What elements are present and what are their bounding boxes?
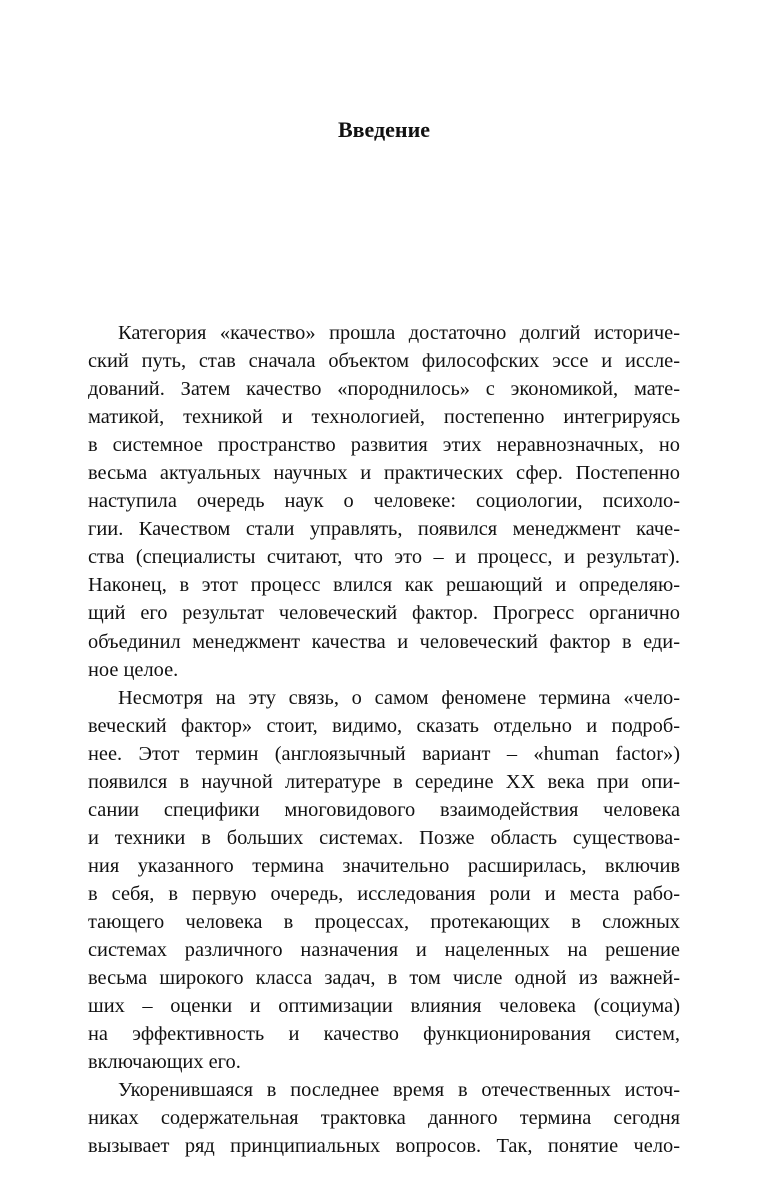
paragraph — [88, 1076, 680, 1160]
text-line: включающих его. — [88, 1051, 241, 1074]
text-line: дований. Затем качество «породнилось» с экономикой, мате- — [88, 378, 680, 401]
body-text — [88, 319, 680, 1160]
text-line: матикой, техникой и технологией, постепенно интегрируясь — [88, 406, 680, 429]
chapter-title: Введение — [337, 117, 431, 142]
text-line: ния указанного термина значительно расширилась, включив — [88, 854, 680, 877]
text-line: объединил менеджмент качества и человеческий фактор в еди- — [88, 630, 680, 653]
text-line: нее. Этот термин (англоязычный вариант – «human factor») — [88, 742, 680, 765]
text-line: вызывает ряд принципиальных вопросов. Так, понятие чело- — [88, 1135, 680, 1158]
text-line: и техники в больших системах. Позже область существова- — [88, 826, 680, 849]
text-line: Категория «качество» прошла достаточно долгий историче- — [118, 322, 680, 344]
text-line: гии. Качеством стали управлять, появился менеджмент каче- — [88, 518, 680, 541]
text-line: Наконец, в этот процесс влился как решающий и определяю- — [88, 574, 680, 597]
text-line: на эффективность и качество функционирования систем, — [88, 1023, 680, 1046]
text-line: наступила очередь наук о человеке: социологии, психоло- — [88, 490, 680, 513]
text-line: в системное пространство развития этих неравнозначных, но — [88, 434, 680, 457]
text-line: никах содержательная трактовка данного термина сегодня — [88, 1107, 680, 1130]
text-line: в себя, в первую очередь, исследования роли и места рабо- — [88, 882, 680, 905]
text-line: весьма широкого класса задач, в том числе одной из важней- — [88, 967, 680, 990]
paragraph — [88, 684, 680, 1077]
text-line: системах различного назначения и нацеленных на решение — [88, 939, 680, 962]
text-line: ное целое. — [88, 658, 179, 681]
text-line: тающего человека в процессах, протекающих в сложных — [88, 910, 680, 933]
text-line: весьма актуальных научных и практических сфер. Постепенно — [88, 462, 680, 485]
text-line: появился в научной литературе в середине XX века при опи- — [88, 770, 680, 793]
text-line: Несмотря на эту связь, о самом феномене термина «чело- — [118, 686, 680, 709]
text-line: Укоренившаяся в последнее время в отечественных источ- — [118, 1079, 680, 1102]
text-line: ства (специалисты считают, что это – и процесс, и результат). — [88, 546, 680, 569]
text-line: щий его результат человеческий фактор. Прогресс органично — [88, 602, 680, 625]
paragraph — [88, 319, 680, 684]
text-line: ших – оценки и оптимизации влияния человека (социума) — [88, 995, 680, 1018]
text-line: сании специфики многовидового взаимодействия человека — [88, 798, 680, 821]
text-line: веческий фактор» стоит, видимо, сказать отдельно и подроб- — [88, 714, 680, 737]
text-line: ский путь, став сначала объектом философских эссе и иссле- — [88, 350, 680, 373]
